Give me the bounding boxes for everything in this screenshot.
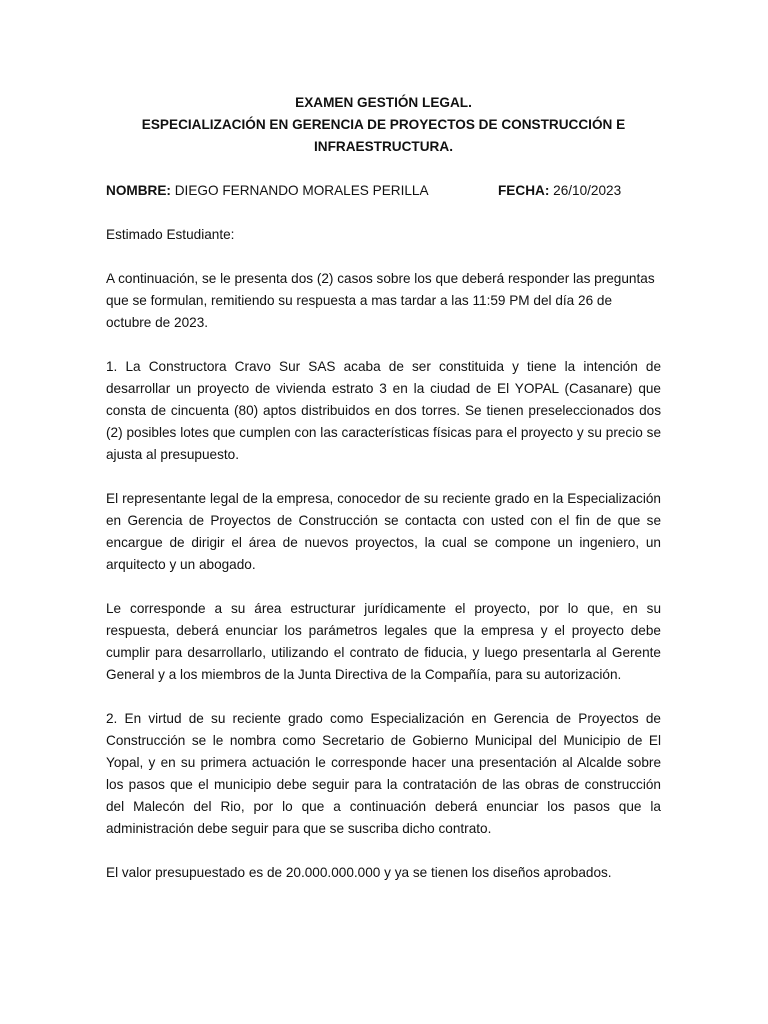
greeting: Estimado Estudiante:	[106, 227, 235, 242]
date-value: 26/10/2023	[553, 183, 622, 198]
case-1-context-paragraph: El representante legal de la empresa, conocedor de su reciente grado en la Especialización en Gerencia de Proyectos de Construcción se contacta con usted con el fin de que se encargue de dirigir el área de nuevos proyectos, la cual se compone un ingeniero, un arquitecto y un abogado.	[106, 491, 661, 572]
name-label: NOMBRE:	[106, 183, 171, 198]
title-line: ESPECIALIZACIÓN EN GERENCIA DE PROYECTOS DE CONSTRUCCIÓN E	[141, 117, 626, 132]
budget-paragraph: El valor presupuestado es de 20.000.000.000 y ya se tienen los diseños aprobados.	[106, 865, 612, 880]
date-label: FECHA:	[498, 183, 550, 198]
document-body	[106, 92, 661, 906]
case-2-paragraph: 2. En virtud de su reciente grado como Especialización en Gerencia de Proyectos de Construcción se le nombra como Secretario de Gobierno Municipal del Municipio de El Yopal, y en su primera actuación le corresponde hacer una presentación al Alcalde sobre los pasos que el municipio debe seguir para la contratación de las obras de construcción del Malecón del Rio, por lo que a continuación deberá enunciar los pasos que la administración debe seguir para que se suscriba dicho contrato.	[106, 711, 661, 836]
title-line: EXAMEN GESTIÓN LEGAL.	[295, 95, 472, 110]
name-value: DIEGO FERNANDO MORALES PERILLA	[174, 183, 429, 198]
student-name-field	[106, 180, 429, 202]
exam-date-field	[498, 180, 621, 202]
case-1-task-paragraph: Le corresponde a su área estructurar jurídicamente el proyecto, por lo que, en su respuesta, deberá enunciar los parámetros legales que la empresa y el proyecto debe cumplir para desarrollarlo, utilizando el contrato de fiducia, y luego presentarla al Gerente General y a los miembros de la Junta Directiva de la Compañía, para su autorización.	[106, 601, 661, 682]
exam-title	[106, 92, 661, 158]
title-line: INFRAESTRUCTURA.	[314, 139, 453, 154]
case-1-paragraph: 1. La Constructora Cravo Sur SAS acaba de ser constituida y tiene la intención de desarrollar un proyecto de vivienda estrato 3 en la ciudad de El YOPAL (Casanare) que consta de cincuenta (80) aptos distribuidos en dos torres. Se tienen preseleccionados dos (2) posibles lotes que cumplen con las características físicas para el proyecto y su precio se ajusta al presupuesto.	[106, 359, 661, 462]
student-header	[106, 180, 661, 202]
intro-paragraph: A continuación, se le presenta dos (2) casos sobre los que deberá responder las preguntas que se formulan, remitiendo su respuesta a mas tardar a las 11:59 PM del día 26 de octubre de 2023.	[106, 271, 655, 330]
